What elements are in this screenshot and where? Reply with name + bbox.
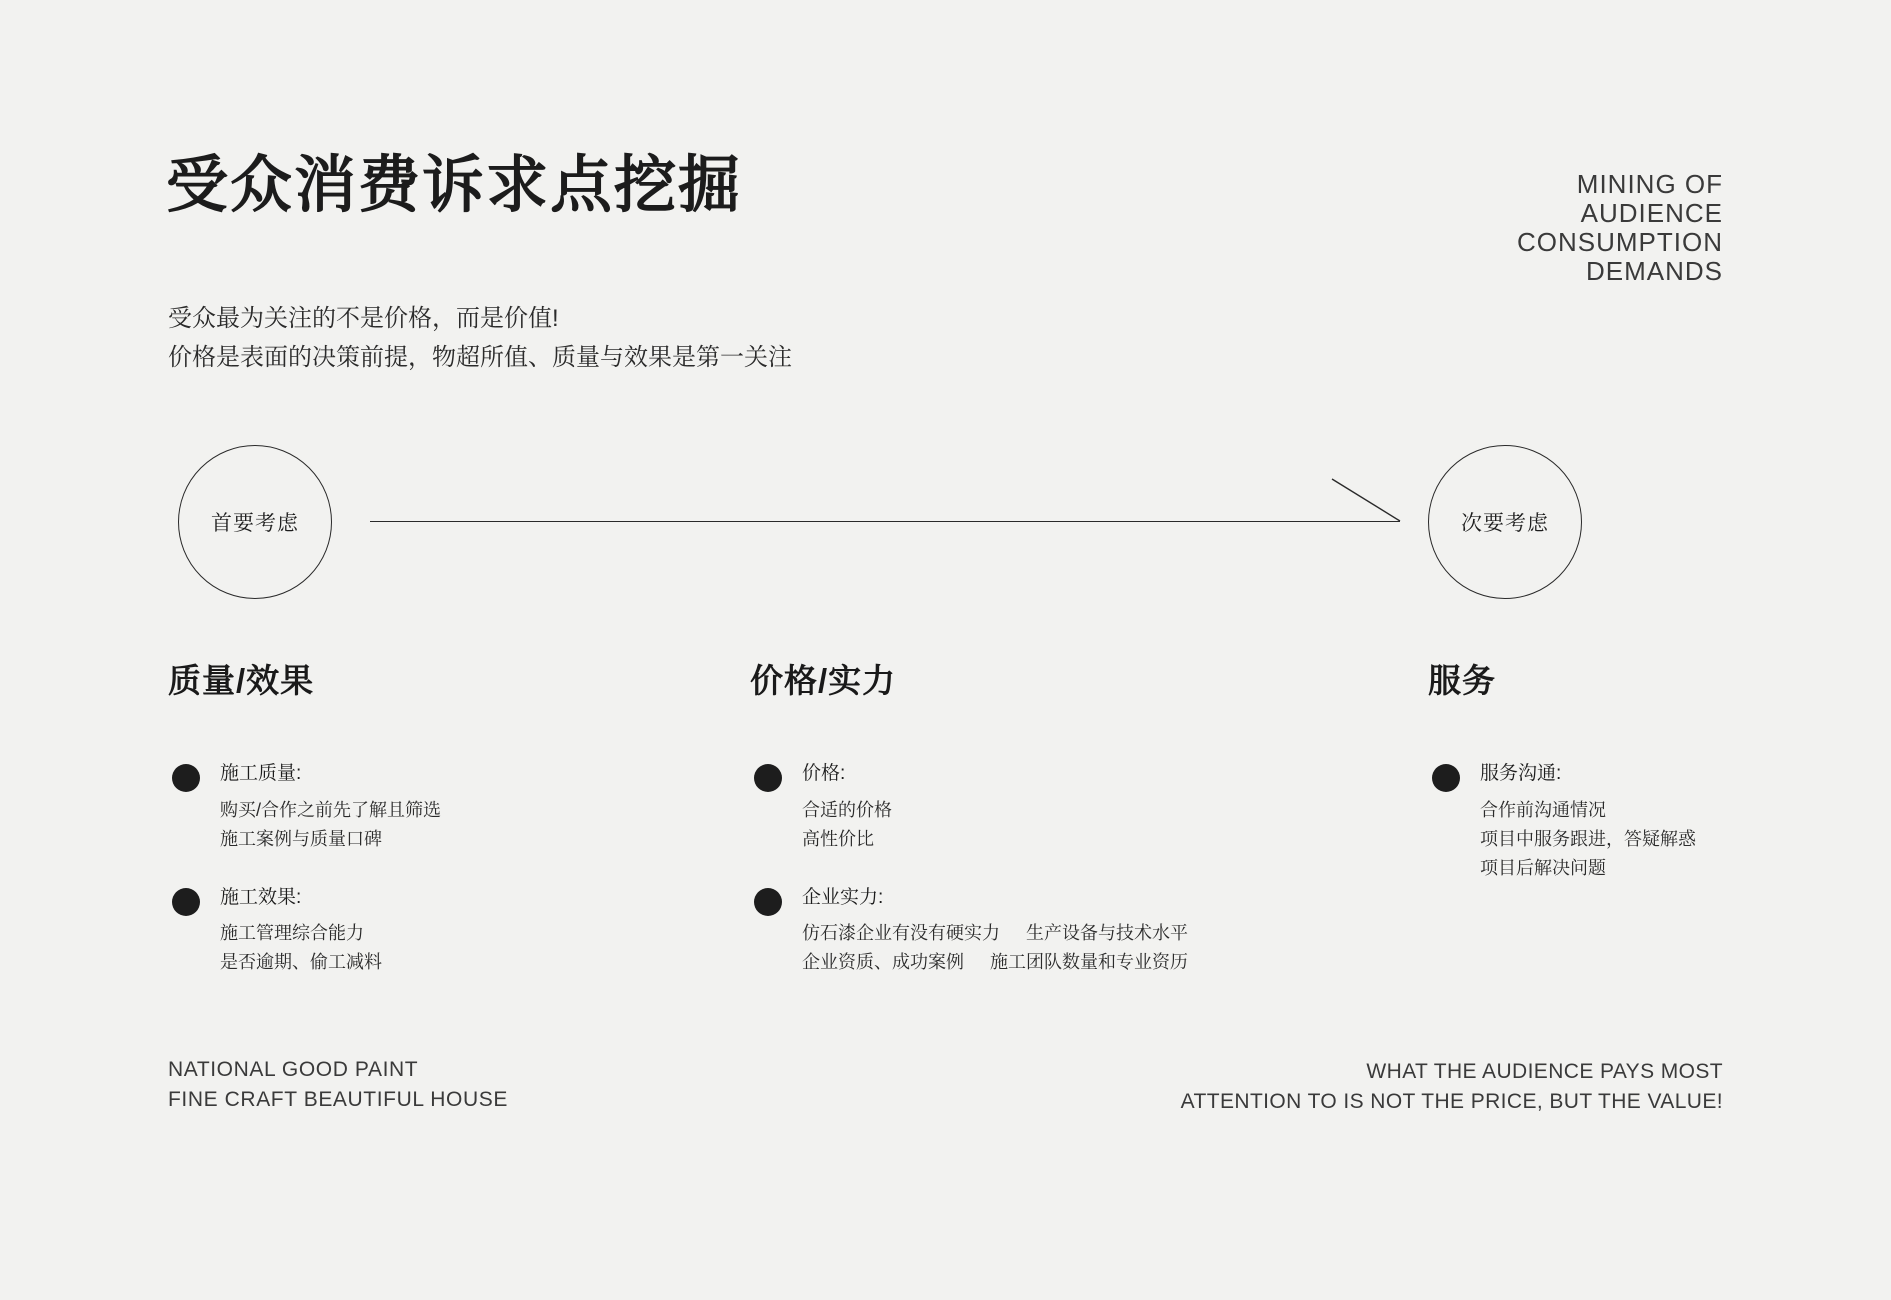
bullet-line: 仿石漆企业有没有硬实力 生产设备与技术水平 — [802, 923, 1188, 944]
bullet-dot-icon — [754, 764, 782, 792]
secondary-consideration-circle — [1428, 445, 1582, 599]
priority-axis — [0, 440, 1891, 600]
bullet-group — [1428, 760, 1848, 883]
bullet-line: 是否逾期、偷工减料 — [220, 952, 382, 973]
bullet-line: 合作前沟通情况 — [1480, 799, 1606, 820]
english-title-line-2: AUDIENCE — [1580, 198, 1723, 229]
english-title-line-4: DEMANDS — [1585, 256, 1723, 287]
bullet-dot-icon — [172, 888, 200, 916]
bullet-title: 施工效果: — [220, 886, 302, 908]
footer-right — [1181, 1057, 1723, 1117]
bullet-title: 企业实力: — [802, 886, 884, 908]
footer-right-line-1: WHAT THE AUDIENCE PAYS MOST — [1366, 1060, 1723, 1083]
bullet-line: 合适的价格 — [802, 799, 892, 820]
secondary-consideration-label: 次要考虑 — [1461, 512, 1549, 535]
page-title: 受众消费诉求点挖掘 — [166, 151, 743, 220]
column-heading: 质量/效果 — [168, 662, 315, 699]
arrow-head-icon — [1330, 477, 1404, 521]
bullet-group — [168, 760, 688, 854]
column-heading: 服务 — [1428, 662, 1496, 699]
bullet-dot-icon — [754, 888, 782, 916]
bullet-title: 施工质量: — [220, 763, 302, 784]
english-title — [1517, 170, 1723, 286]
column-service — [1428, 655, 1848, 913]
column-quality-effect — [168, 655, 688, 1008]
bullet-line: 施工管理综合能力 — [220, 923, 364, 944]
bullet-group — [750, 760, 1310, 854]
bullet-dot-icon — [172, 764, 200, 792]
column-heading: 价格/实力 — [750, 662, 897, 699]
footer-left-line-1: NATIONAL GOOD PAINT — [168, 1058, 419, 1081]
bullet-line: 施工案例与质量口碑 — [220, 828, 382, 849]
subtitle — [168, 300, 792, 378]
footer-left-line-2: FINE CRAFT BEAUTIFUL HOUSE — [168, 1087, 508, 1111]
subtitle-line-2: 价格是表面的决策前提，物超所值、质量与效果是第一关注 — [168, 343, 792, 371]
bullet-dot-icon — [1432, 764, 1460, 792]
primary-consideration-circle — [178, 445, 332, 599]
bullet-line: 企业资质、成功案例 施工团队数量和专业资历 — [802, 952, 1188, 973]
primary-consideration-label: 首要考虑 — [211, 512, 299, 535]
bullet-line: 项目后解决问题 — [1480, 857, 1606, 878]
footer-left — [168, 1055, 508, 1115]
bullet-group — [168, 884, 688, 978]
footer-right-line-2: ATTENTION TO IS NOT THE PRICE, BUT THE VALUE! — [1180, 1089, 1723, 1113]
axis-line — [370, 521, 1400, 522]
bullet-line: 高性价比 — [802, 828, 874, 849]
english-title-line-3: CONSUMPTION — [1517, 227, 1723, 258]
bullet-title: 价格: — [802, 763, 846, 784]
column-price-strength — [750, 655, 1310, 1008]
bullet-title: 服务沟通: — [1480, 763, 1562, 784]
english-title-line-1: MINING OF — [1576, 169, 1723, 199]
subtitle-line-1: 受众最为关注的不是价格，而是价值! — [168, 305, 559, 332]
bullet-group — [750, 884, 1310, 978]
bullet-line: 项目中服务跟进，答疑解惑 — [1480, 828, 1696, 849]
bullet-line: 购买/合作之前先了解且筛选 — [220, 799, 441, 820]
